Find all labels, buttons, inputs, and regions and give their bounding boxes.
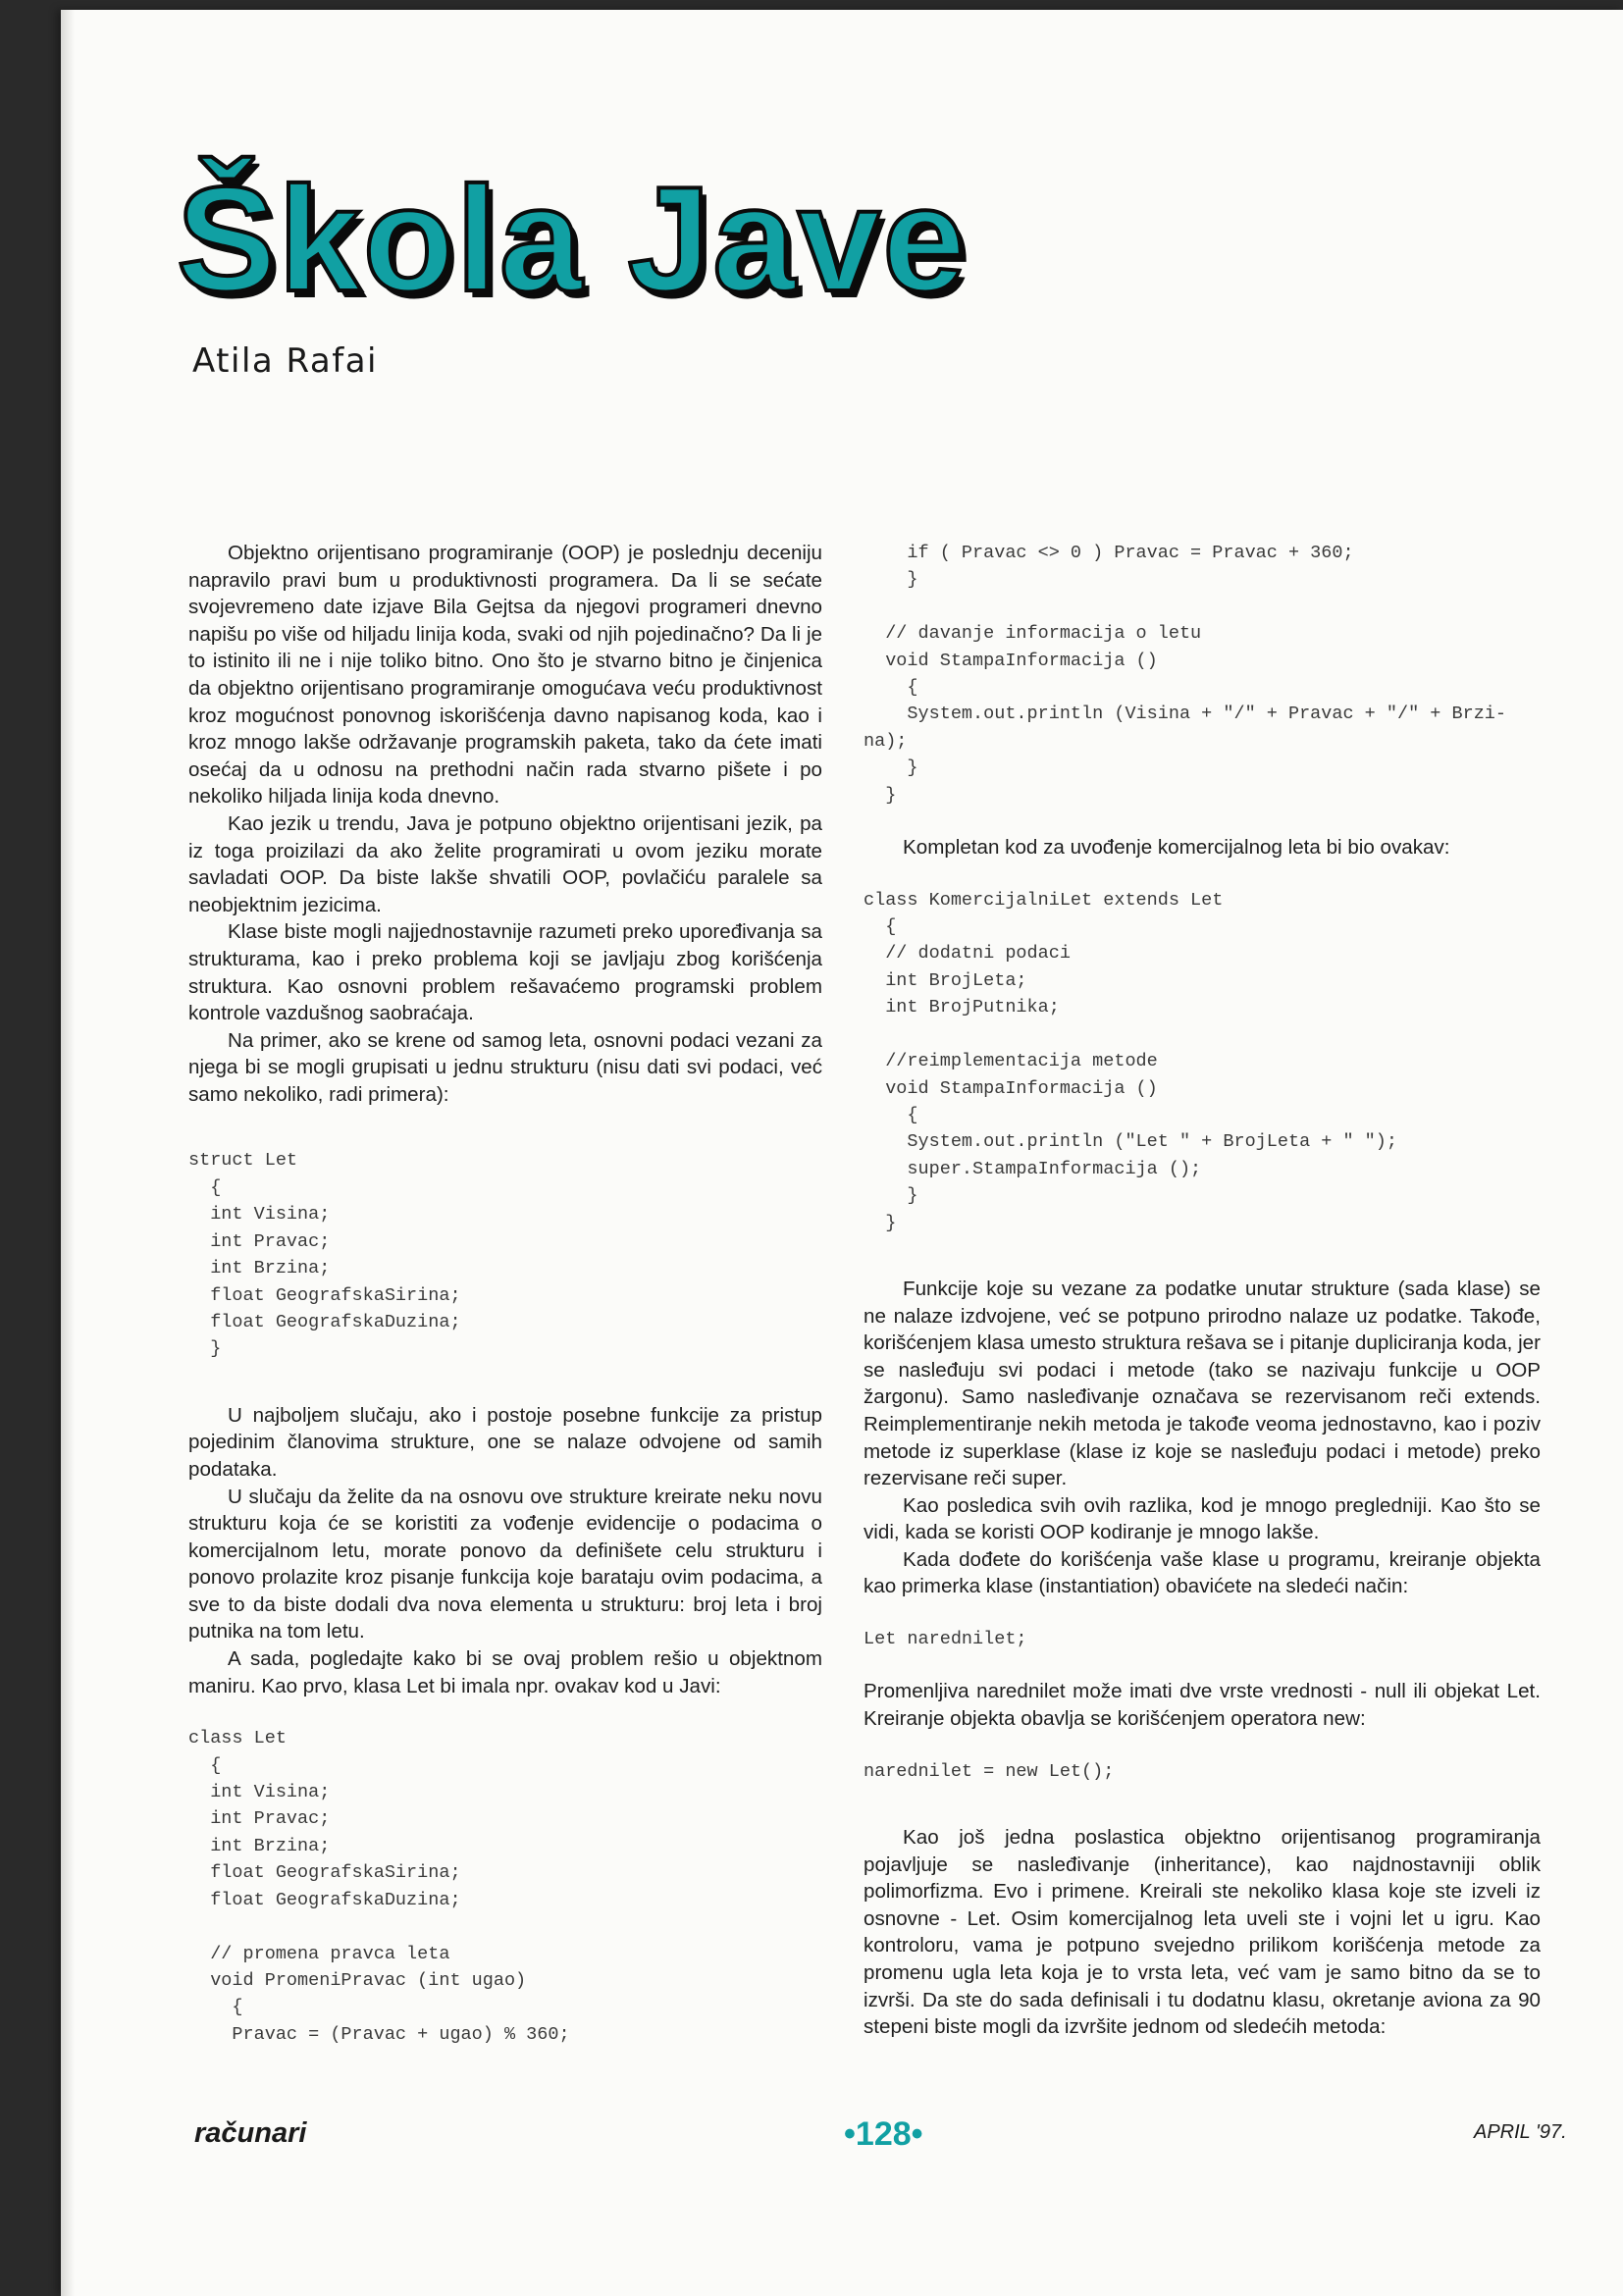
code-komercijalni-let: class KomercijalniLet extends Let { // dodatni podaci int BrojLeta; int BrojPutnika; //reimplementacija metode void StampaInformacija () { System.out.println ("Let " + BrojLeta + " "); super.StampaInformacija (); } } [864, 889, 1397, 1233]
code-class-let: class Let { int Visina; int Pravac; int Brzina; float GeografskaSirina; float GeografskaDuzina; // promena pravca leta void PromeniPravac (int ugao) { Pravac = (Pravac + ugao) % 360; [188, 1728, 570, 2045]
paragraph-best-case: U najboljem slučaju, ako i postoje posebne funkcije za pristup pojedinim članovima strukture, one se nalaze odvojene od samih podataka. [188, 1403, 822, 1481]
paragraph-example: Na primer, ako se krene od samog leta, osnovni podaci vezani za njega bi se mogli grupisati u jednu strukturu (nisu dati svi podaci, već samo nekoliko, radi primera): [188, 1028, 822, 1106]
magazine-page [61, 10, 1623, 2296]
code-class-let-continued: if ( Pravac <> 0 ) Pravac = Pravac + 360; } // davanje informacija o letu void StampaInformacija () { System.out.println (Visina + "/" + Pravac + "/" + Brzi- na); } } [864, 543, 1507, 806]
footer-issue-date: APRIL '97. [1474, 2121, 1567, 2143]
paragraph-polymorphism: Kao još jedna poslastica objektno orijentisanog programiranja pojavljuje se nasleđivanje (inheritance), kao najdnostavniji oblik polimorfizma. Evo i primene. Kreirali ste nekoliko klasa koje ste izveli iz osnovne - Let. Osim komercijalnog leta uveli ste i vojni let u igru. Kao kontroloru, vama je potpuno svejedno prilikom korišćenja metode za promenu ugla leta koja je to vrsta leta, već vam je samo bitno da se to izvrši. Da ste do sada definisali i tu dodatnu klasu, okretanje aviona za 90 stepeni biste mogli da izvršite jednom od sledećih metoda: [864, 1826, 1541, 2039]
paragraph-consequence: Kao posledica svih ovih razlika, kod je mnogo pregledniji. Kao što se vidi, kada se koristi OOP kodiranje je mnogo lakše. [864, 1493, 1541, 1544]
paragraph-object-manner: A sada, pogledajte kako bi se ovaj problem rešio u objektnom maniru. Kao prvo, klasa Let bi imala npr. ovakav kod u Javi: [188, 1647, 822, 1697]
code-declaration: Let narednilet; [864, 1629, 1027, 1650]
left-column [188, 540, 822, 2048]
paragraph-intro: Objektno orijentisano programiranje (OOP) je poslednju deceniju napravilo pravi bum u produktivnosti programera. Da li se sećate svojevremeno date izjave Bila Gejtsa da njegovi programeri dnevno napišu po više od hiljadu linija koda, svaki od njih pojedinačno? Da li je to istinito ili ne i nije toliko bitno. Ono što je stvarno bitno je činjenica da objektno orijentisano programiranje omogućava veću produktivnost kroz mogućnost ponovnog iskorišćenja davno napisanog koda, kao i kroz mnogo lakše održavanje programskih paketa, tako da ćete imati osećaj da u odnosu na prethodni način rada stvarno pišete i po nekoliko hiljada linija koda dnevno. [188, 542, 822, 809]
paragraph-classes: Klase biste mogli najjednostavnije razumeti preko upoređivanja sa strukturama, kao i preko problema koji se javljaju zbog korišćenja struktura. Kao osnovni problem rešavaćemo programski problem kontrole vazdušnog saobraćaja. [188, 920, 822, 1025]
paragraph-java-trend: Kao jezik u trendu, Java je potpuno objektno orijentisani jezik, pa iz toga proizilazi da ako želite programirati u ovom jeziku morate savladati OOP. Da biste lakše shvatili OOP, povlačiću paralele sa neobjektnim jezicima. [188, 811, 822, 916]
paragraph-functions: Funkcije koje su vezane za podatke unutar strukture (sada klase) se ne nalaze izdvojene, već se potpuno prirodno nalaze uz podatke. Takođe, korišćenjem klasa umesto struktura rešava se i pitanje dupliciranja koda, jer se nasleđuju svi podaci i metode (tako se nazivaju funkcije u OOP žargonu). Samo nasleđivanje označava se rezervisanom reči extends. Reimplementiranje nekih metoda je takođe veoma jednostavno, kao i poziv metode iz superklase (klase iz koje se nasleđuju podaci i metode) preko rezervisane reči super. [864, 1277, 1541, 1490]
article-title: Škola Jave [177, 156, 968, 323]
paragraph-new-structure: U slučaju da želite da na osnovu ove strukture kreirate neku novu strukturu koja će se koristiti za vođenje evidencije o podacima o komercijalnom letu, morate ponovo da definišete celu strukturu i ponovo prolazite kroz pisanje funkcija koje barataju ovim podacima, a sve to da biste dodali dva nova elementa u strukturu: broj leta i broj putnika na tom letu. [188, 1485, 822, 1644]
right-column [864, 540, 1541, 2041]
page-spine-shadow [61, 10, 75, 2296]
paragraph-commercial-intro: Kompletan kod za uvođenje komercijalnog leta bi bio ovakav: [903, 836, 1450, 860]
article-author: Atila Rafai [192, 341, 378, 381]
footer-page-number: •128• [844, 2115, 923, 2153]
paragraph-variable: Promenljiva narednilet može imati dve vrste vrednosti - null ili objekat Let. Kreiranje objekta obavlja se korišćenjem operatora new: [864, 1680, 1541, 1731]
footer-magazine-name: računari [194, 2117, 307, 2149]
code-struct-let: struct Let { int Visina; int Pravac; int Brzina; float GeografskaSirina; float GeografskaDuzina; } [188, 1150, 461, 1360]
code-new-let: narednilet = new Let(); [864, 1760, 1115, 1782]
paragraph-instantiation: Kada dođete do korišćenja vaše klase u programu, kreiranje objekta kao primerka klase (instantiation) obavićete na sledeći način: [864, 1547, 1541, 1598]
